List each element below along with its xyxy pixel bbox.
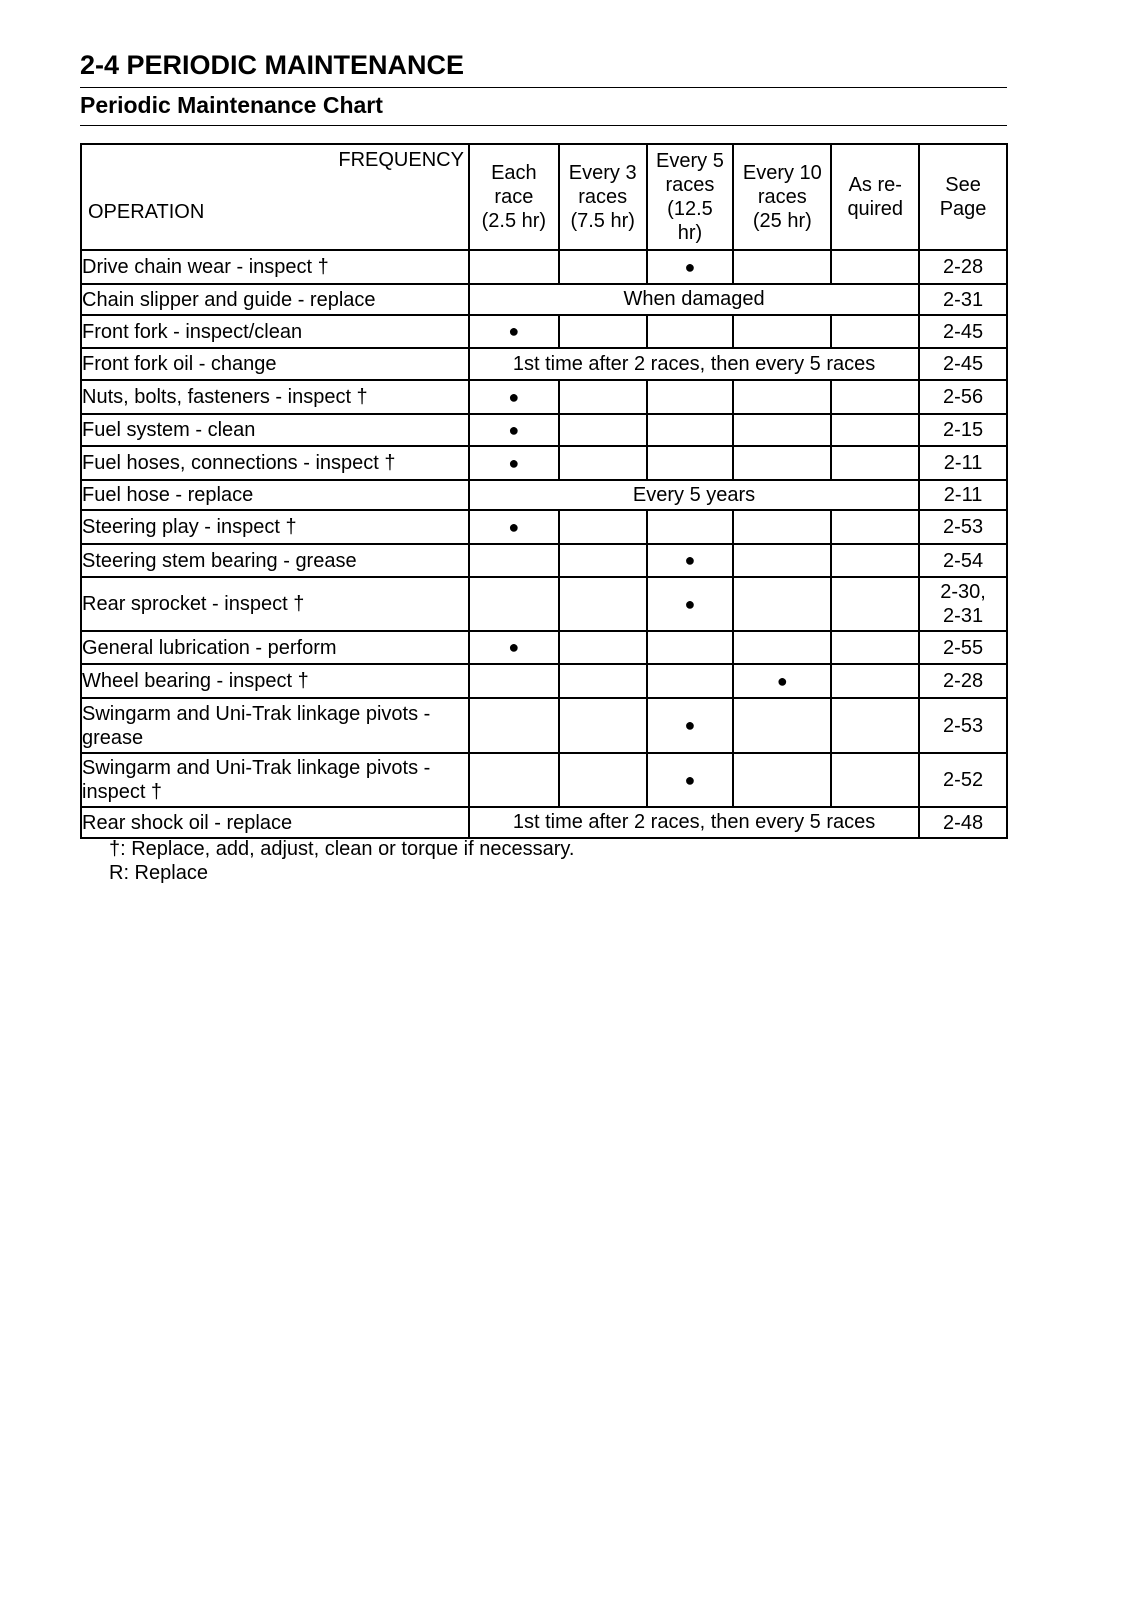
table-row <box>81 446 1007 480</box>
empty-cell <box>831 631 919 664</box>
operation-cell: Rear shock oil - replace <box>81 807 469 838</box>
operation-cell: Steering stem bearing - grease <box>81 544 469 577</box>
empty-cell <box>647 510 734 544</box>
see-page-cell: 2-48 <box>919 807 1007 838</box>
empty-cell <box>733 698 831 753</box>
empty-cell <box>559 753 647 807</box>
table-row <box>81 807 1007 838</box>
empty-cell <box>733 577 831 631</box>
table-row <box>81 544 1007 577</box>
table-row <box>81 480 1007 510</box>
header-row <box>81 144 1007 250</box>
bullet-mark: ● <box>469 446 559 480</box>
bullet-mark: ● <box>469 510 559 544</box>
operation-cell: Rear sprocket - inspect † <box>81 577 469 631</box>
col-every-5-races: Every 5 races (12.5 hr) <box>647 144 734 250</box>
see-page-cell: 2-55 <box>919 631 1007 664</box>
empty-cell <box>559 544 647 577</box>
empty-cell <box>733 250 831 284</box>
empty-cell <box>559 631 647 664</box>
table-row <box>81 284 1007 315</box>
maintenance-chart-table <box>80 143 1008 839</box>
col-each-race: Each race (2.5 hr) <box>469 144 559 250</box>
empty-cell <box>469 753 559 807</box>
empty-cell <box>559 380 647 414</box>
operation-cell: Fuel hoses, connections - inspect † <box>81 446 469 480</box>
empty-cell <box>831 510 919 544</box>
see-page-cell: 2-30, 2-31 <box>919 577 1007 631</box>
see-page-cell: 2-45 <box>919 348 1007 380</box>
bullet-mark: ● <box>647 577 734 631</box>
operation-cell: Fuel system - clean <box>81 414 469 446</box>
empty-cell <box>559 510 647 544</box>
operation-cell: Steering play - inspect † <box>81 510 469 544</box>
empty-cell <box>831 753 919 807</box>
empty-cell <box>559 315 647 348</box>
operation-cell: Drive chain wear - inspect † <box>81 250 469 284</box>
interval-note-cell: 1st time after 2 races, then every 5 races <box>469 807 919 838</box>
bullet-mark: ● <box>647 698 734 753</box>
empty-cell <box>647 631 734 664</box>
operation-cell: Wheel bearing - inspect † <box>81 664 469 698</box>
table-row <box>81 380 1007 414</box>
empty-cell <box>733 315 831 348</box>
empty-cell <box>831 250 919 284</box>
empty-cell <box>559 664 647 698</box>
operation-cell: Swingarm and Uni-Trak linkage pivots - grease <box>81 698 469 753</box>
empty-cell <box>733 544 831 577</box>
see-page-cell: 2-15 <box>919 414 1007 446</box>
table-row <box>81 631 1007 664</box>
see-page-cell: 2-54 <box>919 544 1007 577</box>
empty-cell <box>733 631 831 664</box>
operation-cell: Front fork oil - change <box>81 348 469 380</box>
interval-note-cell: 1st time after 2 races, then every 5 races <box>469 348 919 380</box>
bullet-mark: ● <box>469 315 559 348</box>
see-page-cell: 2-52 <box>919 753 1007 807</box>
interval-note-cell: When damaged <box>469 284 919 315</box>
see-page-cell: 2-11 <box>919 480 1007 510</box>
corner-header <box>81 144 469 250</box>
empty-cell <box>469 577 559 631</box>
bullet-mark: ● <box>469 414 559 446</box>
empty-cell <box>733 446 831 480</box>
empty-cell <box>831 698 919 753</box>
interval-note-cell: Every 5 years <box>469 480 919 510</box>
see-page-cell: 2-45 <box>919 315 1007 348</box>
bullet-mark: ● <box>647 753 734 807</box>
empty-cell <box>831 664 919 698</box>
empty-cell <box>831 544 919 577</box>
empty-cell <box>559 414 647 446</box>
empty-cell <box>469 250 559 284</box>
see-page-cell: 2-53 <box>919 698 1007 753</box>
empty-cell <box>647 315 734 348</box>
operation-cell: General lubrication - perform <box>81 631 469 664</box>
see-page-cell: 2-28 <box>919 664 1007 698</box>
table-body <box>81 250 1007 838</box>
see-page-cell: 2-31 <box>919 284 1007 315</box>
see-page-cell: 2-11 <box>919 446 1007 480</box>
footnote-dagger: †: Replace, add, adjust, clean or torque if necessary. <box>109 838 575 860</box>
empty-cell <box>647 414 734 446</box>
operation-cell: Swingarm and Uni-Trak linkage pivots - inspect † <box>81 753 469 807</box>
empty-cell <box>559 698 647 753</box>
operation-cell: Front fork - inspect/clean <box>81 315 469 348</box>
see-page-cell: 2-53 <box>919 510 1007 544</box>
see-page-cell: 2-56 <box>919 380 1007 414</box>
table-row <box>81 250 1007 284</box>
bullet-mark: ● <box>469 631 559 664</box>
empty-cell <box>831 380 919 414</box>
empty-cell <box>559 577 647 631</box>
empty-cell <box>733 380 831 414</box>
frequency-label: FREQUENCY <box>338 149 464 171</box>
page-heading: 2-4 PERIODIC MAINTENANCE <box>80 50 465 80</box>
section-title: Periodic Maintenance Chart <box>80 92 383 118</box>
section-rule <box>80 125 1007 126</box>
empty-cell <box>469 544 559 577</box>
bullet-mark: ● <box>647 544 734 577</box>
operation-cell: Chain slipper and guide - replace <box>81 284 469 315</box>
col-as-required: As re- quired <box>831 144 919 250</box>
table-row <box>81 753 1007 807</box>
empty-cell <box>559 250 647 284</box>
empty-cell <box>733 510 831 544</box>
empty-cell <box>831 414 919 446</box>
empty-cell <box>733 753 831 807</box>
table-row <box>81 577 1007 631</box>
bullet-mark: ● <box>469 380 559 414</box>
empty-cell <box>647 446 734 480</box>
col-see-page: See Page <box>919 144 1007 250</box>
empty-cell <box>733 414 831 446</box>
empty-cell <box>469 664 559 698</box>
see-page-cell: 2-28 <box>919 250 1007 284</box>
footnote-r: R: Replace <box>109 862 208 884</box>
bullet-mark: ● <box>647 250 734 284</box>
empty-cell <box>469 698 559 753</box>
empty-cell <box>831 315 919 348</box>
table-row <box>81 510 1007 544</box>
col-every-10-races: Every 10 races (25 hr) <box>733 144 831 250</box>
empty-cell <box>647 380 734 414</box>
empty-cell <box>831 446 919 480</box>
operation-label: OPERATION <box>88 201 205 223</box>
heading-rule <box>80 87 1007 88</box>
col-every-3-races: Every 3 races (7.5 hr) <box>559 144 647 250</box>
table-row <box>81 664 1007 698</box>
table-row <box>81 414 1007 446</box>
table-row <box>81 348 1007 380</box>
operation-cell: Fuel hose - replace <box>81 480 469 510</box>
empty-cell <box>831 577 919 631</box>
operation-cell: Nuts, bolts, fasteners - inspect † <box>81 380 469 414</box>
empty-cell <box>647 664 734 698</box>
table-row <box>81 698 1007 753</box>
empty-cell <box>559 446 647 480</box>
table-row <box>81 315 1007 348</box>
bullet-mark: ● <box>733 664 831 698</box>
